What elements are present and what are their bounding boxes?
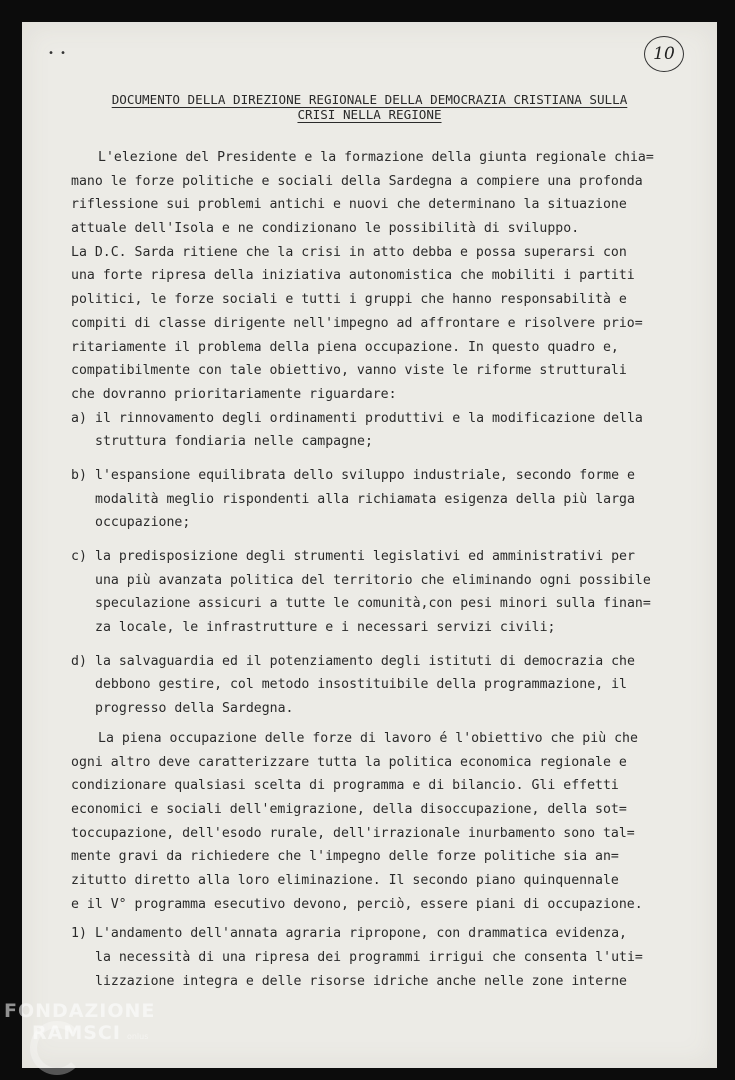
paragraph-line: La D.C. Sarda ritiene che la crisi in atto debba e possa superarsi con (71, 244, 627, 260)
paragraph-line: L'elezione del Presidente e la formazione della giunta regionale chia= (98, 150, 654, 165)
document-body (71, 146, 701, 993)
list-item-d (71, 650, 701, 721)
list-marker: c) (71, 549, 87, 564)
list-line: una più avanzata politica del territorio che eliminando ogni possibile (95, 572, 651, 588)
list-line: za locale, le infrastrutture e i necessari servizi civili; (95, 620, 556, 636)
paragraph-line: mente gravi da richiedere che l'impegno delle forze politiche sia an= (71, 849, 619, 865)
list-line: L'andamento dell'annata agraria ripropone, con drammatica evidenza, (95, 926, 627, 942)
list-item-c (71, 545, 701, 640)
list-item-a (71, 407, 701, 454)
paragraph-line: zitutto diretto alla loro eliminazione. Il secondo piano quinquennale (71, 872, 619, 888)
list-line: speculazione assicuri a tutte le comunità,con pesi minori sulla finan= (95, 596, 651, 612)
paragraph-line: mano le forze politiche e sociali della Sardegna a compiere una profonda (71, 173, 643, 189)
paragraph-line: toccupazione, dell'esodo rurale, dell'irrazionale inurbamento sono tal= (71, 825, 635, 841)
paragraph-line: condizionare qualsiasi scelta di programma e di bilancio. Gli effetti (71, 778, 619, 794)
paragraph-line: che dovranno prioritariamente riguardare: (71, 386, 397, 402)
list-line: la salvaguardia ed il potenziamento degli istituti di democrazia che (95, 653, 635, 669)
paragraph-line: La piena occupazione delle forze di lavoro é l'obiettivo che più che (98, 730, 638, 746)
list-marker: 1) (71, 926, 87, 942)
paragraph-line: compiti di classe dirigente nell'impegno ad affrontare e risolvere prio= (71, 315, 643, 331)
page-number: 10 (644, 36, 684, 72)
numbered-item-1 (71, 922, 701, 993)
list-marker: d) (71, 653, 87, 669)
list-line: la predisposizione degli strumenti legislativi ed amministrativi per (95, 549, 635, 564)
list-line: lizzazione integra e delle risorse idriche anche nelle zone interne (95, 973, 627, 989)
paragraph-line: politici, le forze sociali e tutti i gruppi che hanno responsabilità e (71, 292, 627, 308)
list-line: l'espansione equilibrata dello sviluppo industriale, secondo forme e (95, 467, 635, 483)
list-line: progresso della Sardegna. (95, 701, 294, 717)
list-line: struttura fondiaria nelle campagne; (95, 434, 373, 450)
paragraph-line: ogni altro deve caratterizzare tutta la politica economica regionale e (71, 754, 627, 770)
paragraph-line: una forte ripresa della iniziativa autonomistica che mobiliti i partiti (71, 268, 635, 284)
list-marker: a) (71, 410, 87, 426)
list-line: il rinnovamento degli ordinamenti produttivi e la modificazione della (95, 410, 643, 426)
list-item-b (71, 464, 701, 535)
watermark-line-2: RAMSCI (32, 1022, 121, 1044)
paragraph-line: riflessione sui problemi antichi e nuovi che determinano la situazione (71, 197, 627, 213)
punch-marks: • • (48, 48, 67, 59)
watermark-suffix: onlus (126, 1032, 149, 1041)
list-marker: b) (71, 467, 87, 483)
document-title (22, 92, 717, 122)
paragraph-line: economici e sociali dell'emigrazione, della disoccupazione, della sot= (71, 801, 627, 817)
paragraph-line: attuale dell'Isola e ne condizionano le possibilità di sviluppo. (71, 221, 580, 237)
title-line-2: CRISI NELLA REGIONE (297, 107, 442, 122)
paragraph-line: e il V° programma esecutivo devono, perciò, essere piani di occupazione. (71, 896, 643, 912)
document-page (22, 22, 717, 1068)
list-line: la necessità di una ripresa dei programmi irrigui che consenta l'uti= (95, 950, 643, 965)
watermark-line-1: FONDAZIONE (4, 1000, 156, 1022)
title-line-1: DOCUMENTO DELLA DIREZIONE REGIONALE DELLA DEMOCRAZIA CRISTIANA SULLA (111, 92, 628, 107)
paragraph-line: compatibilmente con tale obiettivo, vanno viste le riforme strutturali (71, 363, 627, 379)
list-line: debbono gestire, col metodo insostituibile della programmazione, il (95, 677, 627, 693)
paragraph-line: ritariamente il problema della piena occupazione. In questo quadro e, (71, 339, 619, 355)
watermark (4, 1000, 155, 1048)
list-line: occupazione; (95, 515, 191, 531)
list-line: modalità meglio rispondenti alla richiamata esigenza della più larga (95, 491, 635, 507)
